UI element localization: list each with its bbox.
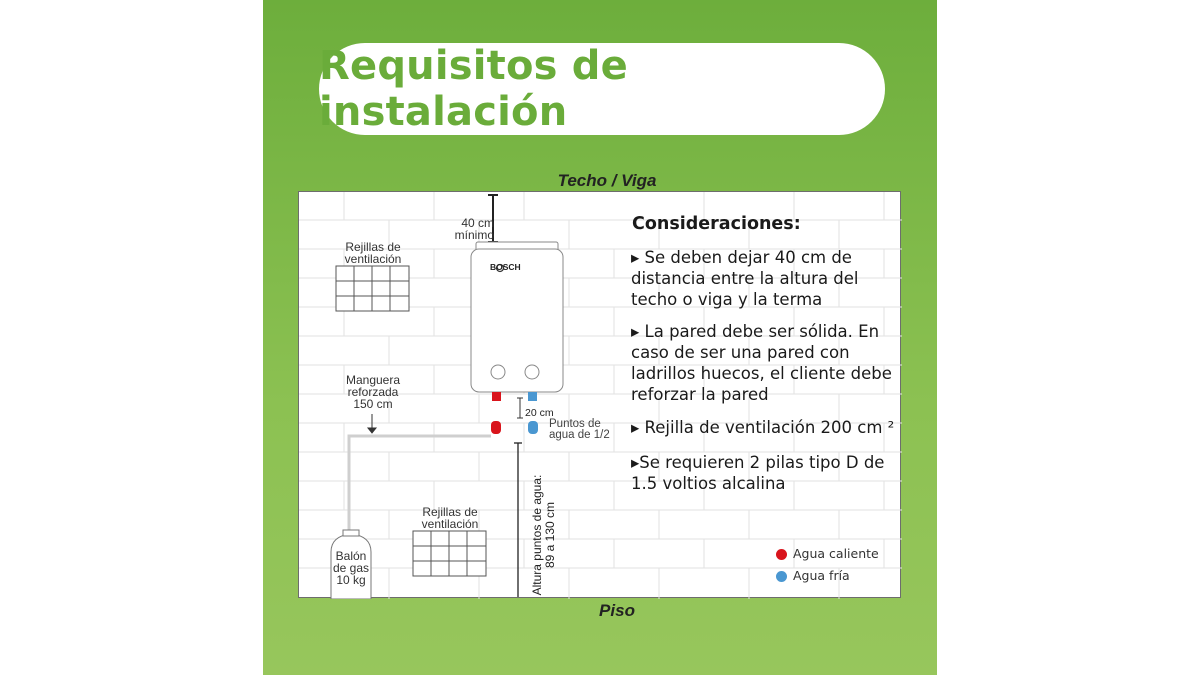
hot-water-point [491, 421, 501, 434]
gas-cylinder-label: Balón de gas 10 kg [332, 549, 370, 587]
consideration-item: ▸ La pared debe ser sólida. En caso de ser una pared con ladrillos huecos, el cliente debe reforzar la pared [631, 322, 892, 404]
heater-brand-logo: BOSCH [490, 262, 521, 272]
cold-water-outlet [528, 392, 537, 401]
vent-grille-top [336, 266, 409, 311]
considerations-title: Consideraciones: [632, 214, 801, 234]
gap-bracket [517, 398, 523, 418]
consideration-item: ▸ Se deben dejar 40 cm de distancia entre la altura del techo o viga y la terma [631, 248, 859, 309]
vent-grille-bottom [413, 531, 486, 576]
legend-hot-label: Agua caliente [793, 546, 879, 561]
height-label: Altura puntos de agua: 89 a 130 cm [530, 474, 557, 596]
min-distance-label: 40 cm mínimo [454, 216, 494, 242]
installation-diagram [298, 191, 901, 598]
gap-label: 20 cm [525, 407, 554, 419]
hot-water-outlet [492, 392, 501, 401]
cold-water-point [528, 421, 538, 434]
legend-cold-label: Agua fría [793, 568, 850, 583]
water-points-label: Puntos de agua de 1/2 [549, 418, 610, 441]
ceiling-label: Techo / Viga [557, 171, 657, 190]
consideration-item: ▸ Rejilla de ventilación 200 cm ² [631, 418, 895, 437]
floor-label: Piso [599, 601, 635, 620]
hose-label: Manguera reforzada 150 cm [345, 373, 401, 411]
legend-hot-dot [776, 549, 787, 560]
gas-cylinder-valve [343, 530, 359, 536]
height-bracket [514, 443, 522, 597]
legend-cold-dot [776, 571, 787, 582]
consideration-item: ▸Se requieren 2 pilas tipo D de 1.5 voltios alcalina [631, 453, 885, 493]
vents-top-label: Rejillas de ventilación [344, 240, 402, 266]
title-banner [319, 43, 885, 135]
vents-bottom-label: Rejillas de ventilación [421, 505, 479, 531]
page-title: Requisitos de instalación [319, 43, 628, 135]
